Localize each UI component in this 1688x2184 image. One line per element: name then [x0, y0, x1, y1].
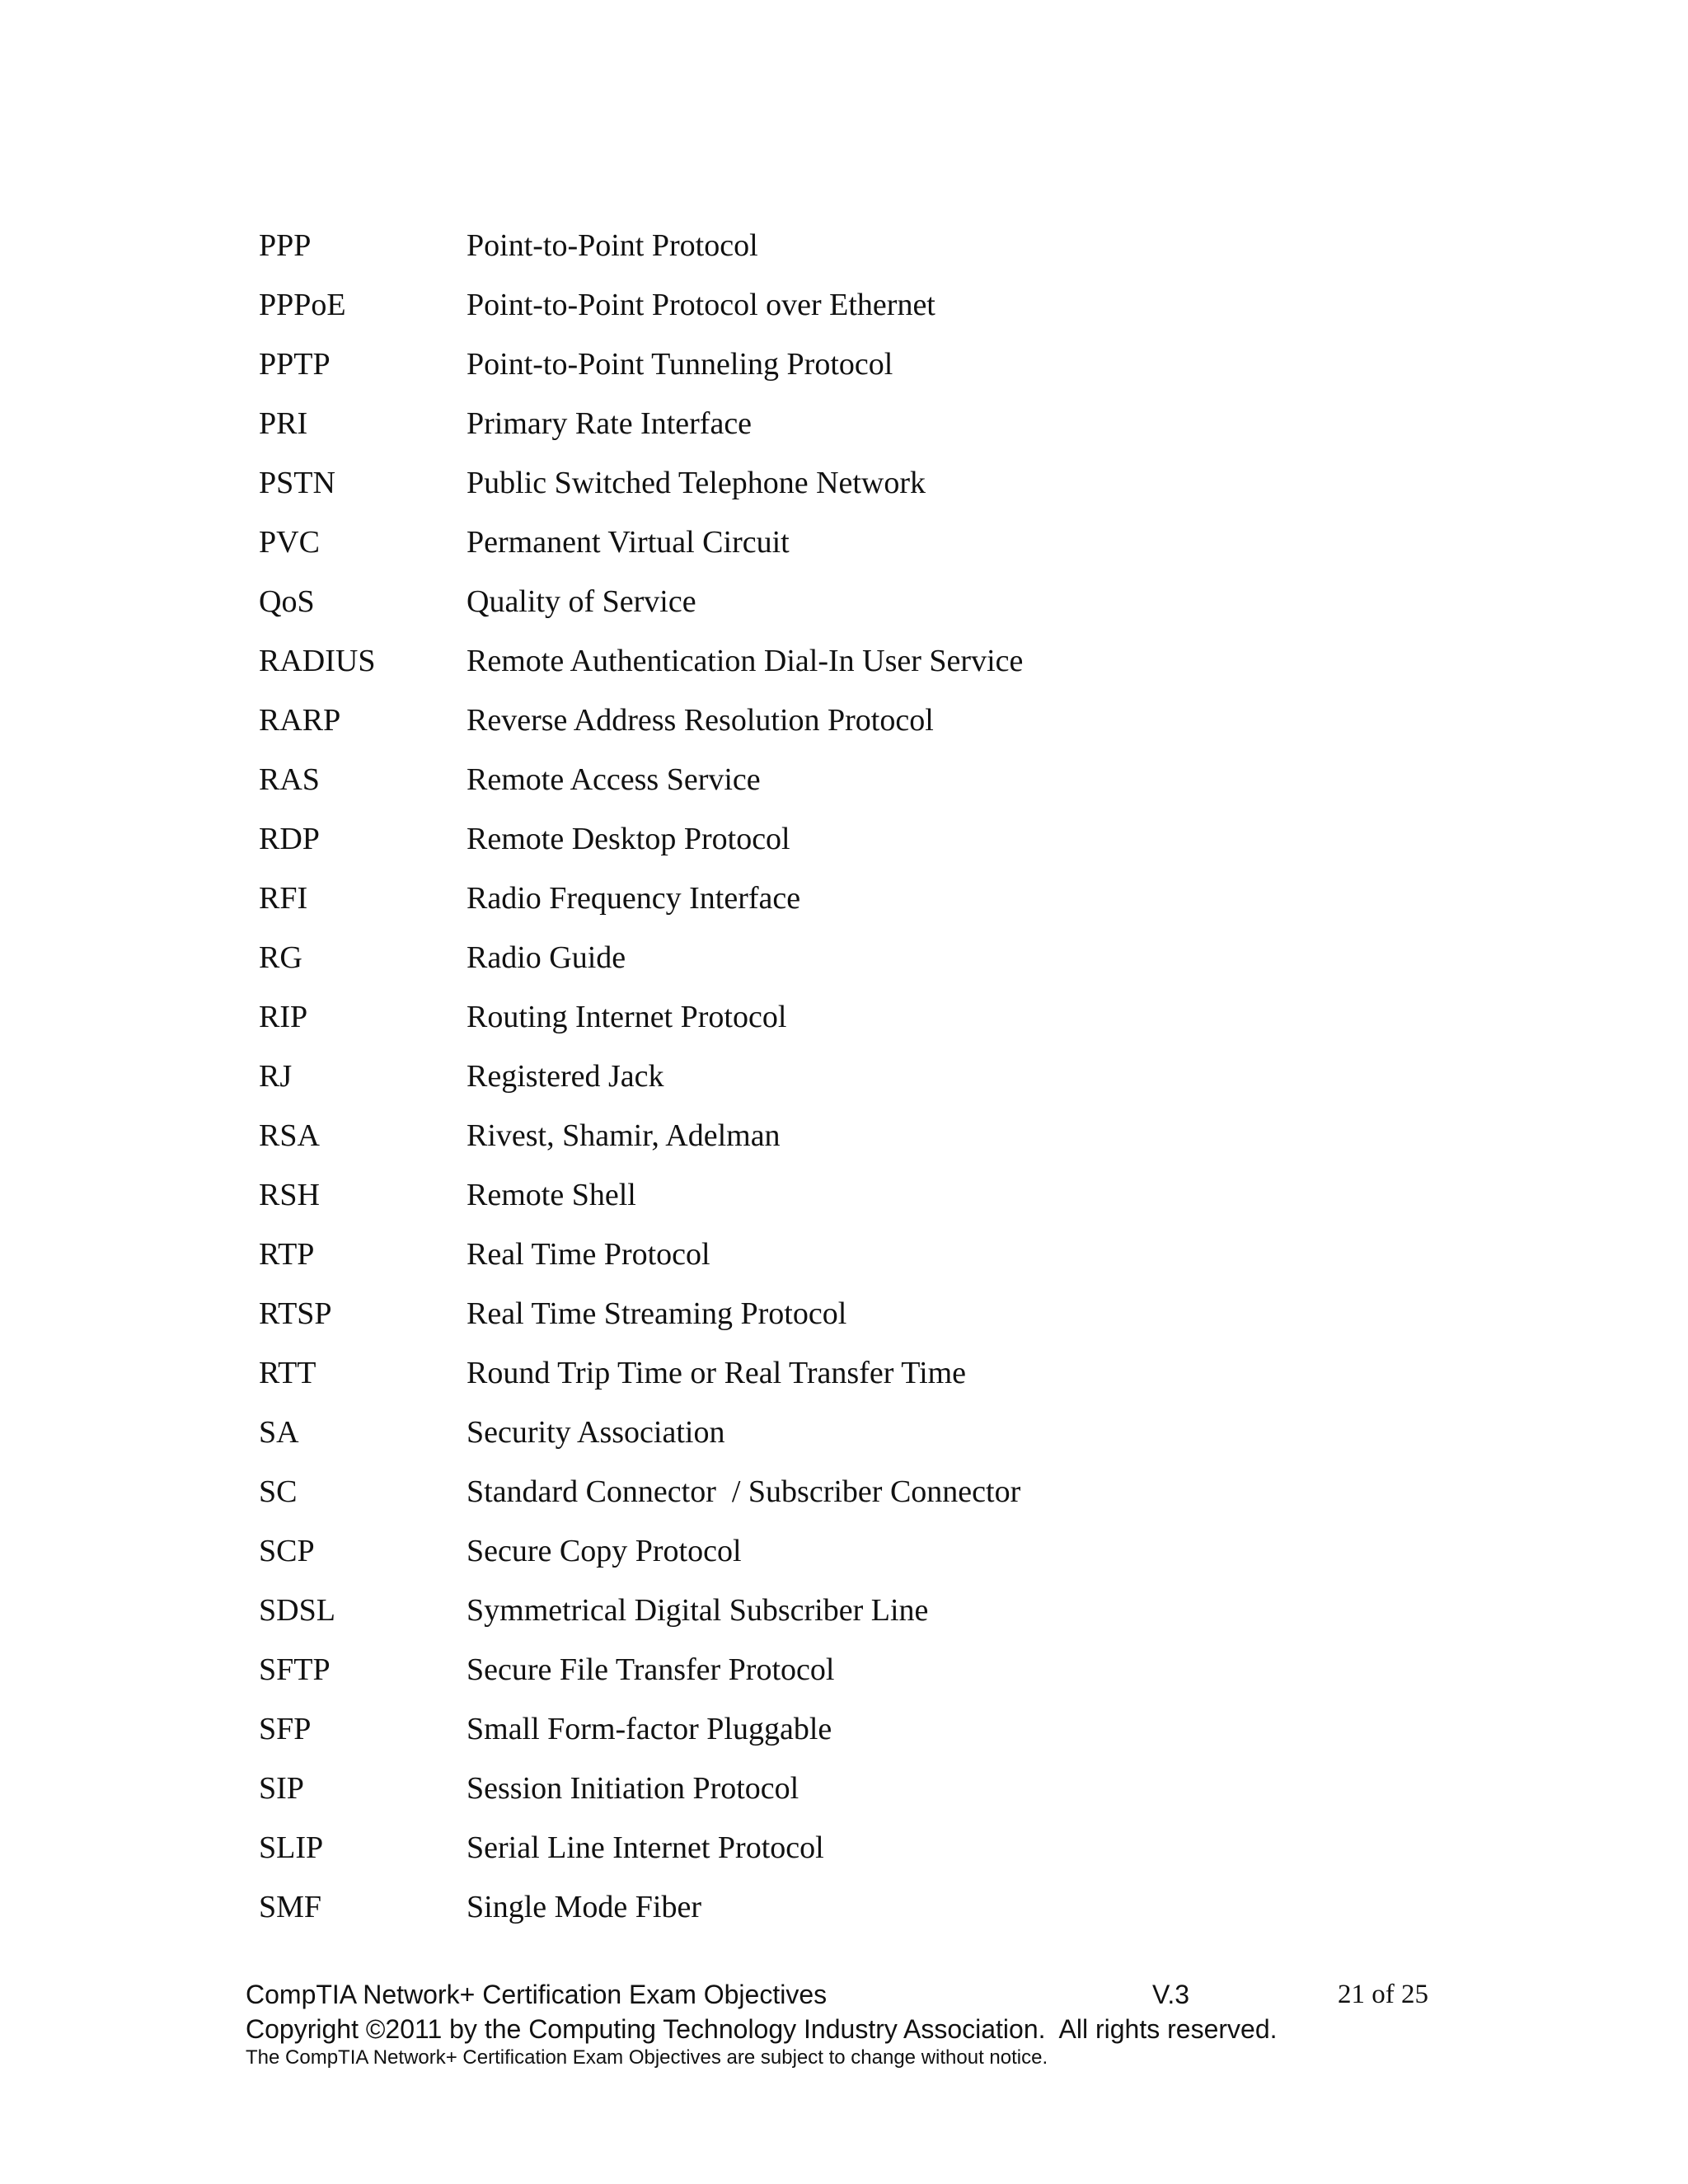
acronym-definition: Primary Rate Interface [467, 406, 753, 441]
acronym-definition: Registered Jack [467, 1059, 664, 1094]
acronym-term: SFP [259, 1712, 312, 1746]
acronym-term: RSA [259, 1118, 320, 1153]
acronym-row [259, 809, 1495, 869]
acronym-term: RAS [259, 762, 320, 797]
acronym-definition: Session Initiation Protocol [467, 1771, 799, 1806]
acronym-term: PRI [259, 406, 308, 441]
acronym-definition: Security Association [467, 1415, 725, 1450]
acronym-term: PSTN [259, 466, 335, 500]
acronym-row [259, 750, 1495, 809]
acronym-row [259, 1343, 1495, 1403]
acronym-row [259, 453, 1495, 513]
acronym-term: RADIUS [259, 644, 376, 678]
acronym-row [259, 513, 1495, 572]
acronym-term: SA [259, 1415, 299, 1450]
acronym-row [259, 987, 1495, 1047]
acronym-row [259, 1165, 1495, 1225]
acronym-term: RTT [259, 1356, 316, 1390]
acronym-term: SDSL [259, 1593, 335, 1628]
acronym-term: SMF [259, 1890, 322, 1924]
acronym-definition: Remote Desktop Protocol [467, 822, 790, 856]
acronym-row [259, 216, 1495, 275]
acronym-row [259, 1759, 1495, 1818]
acronym-row [259, 928, 1495, 987]
acronym-term: PPPoE [259, 288, 346, 322]
acronym-term: RJ [259, 1059, 293, 1094]
acronym-definition: Real Time Protocol [467, 1237, 710, 1272]
acronym-definition: Reverse Address Resolution Protocol [467, 703, 934, 738]
acronym-term: RTP [259, 1237, 315, 1272]
footer-header-line [246, 1976, 1449, 2013]
acronym-definition: Permanent Virtual Circuit [467, 525, 790, 560]
acronym-term: RARP [259, 703, 341, 738]
acronym-definition: Radio Frequency Interface [467, 881, 801, 916]
footer-copyright: Copyright ©2011 by the Computing Technology Industry Association. All rights reserved. [246, 2014, 1278, 2044]
acronym-term: SLIP [259, 1830, 324, 1865]
acronym-row [259, 1403, 1495, 1462]
acronym-definition: Routing Internet Protocol [467, 1000, 787, 1034]
footer-notice: The CompTIA Network+ Certification Exam Objectives are subject to change without notice. [246, 2046, 1048, 2069]
acronym-definition: Remote Shell [467, 1178, 636, 1212]
acronym-term: RDP [259, 822, 320, 856]
acronym-row [259, 1462, 1495, 1521]
acronym-definition: Secure Copy Protocol [467, 1534, 742, 1568]
acronym-row [259, 1699, 1495, 1759]
page-footer [246, 1976, 1449, 2070]
acronym-list [259, 216, 1495, 1937]
acronym-definition: Remote Access Service [467, 762, 761, 797]
acronym-row [259, 1047, 1495, 1106]
acronym-row [259, 572, 1495, 631]
acronym-term: SCP [259, 1534, 315, 1568]
acronym-row [259, 275, 1495, 335]
acronym-definition: Round Trip Time or Real Transfer Time [467, 1356, 967, 1390]
acronym-term: QoS [259, 584, 315, 619]
acronym-row [259, 691, 1495, 750]
acronym-definition: Point-to-Point Protocol over Ethernet [467, 288, 935, 322]
acronym-row [259, 631, 1495, 691]
footer-document-title: CompTIA Network+ Certification Exam Objectives [246, 1980, 828, 2009]
acronym-definition: Secure File Transfer Protocol [467, 1652, 835, 1687]
acronym-term: RSH [259, 1178, 320, 1212]
acronym-row [259, 1225, 1495, 1284]
acronym-row [259, 1640, 1495, 1699]
acronym-term: RFI [259, 881, 308, 916]
acronym-definition: Point-to-Point Tunneling Protocol [467, 347, 893, 382]
acronym-term: SC [259, 1474, 298, 1509]
acronym-definition: Serial Line Internet Protocol [467, 1830, 824, 1865]
acronym-row [259, 394, 1495, 453]
acronym-term: RTSP [259, 1296, 332, 1331]
acronym-definition: Point-to-Point Protocol [467, 228, 758, 263]
acronym-row [259, 1877, 1495, 1937]
acronym-row [259, 1581, 1495, 1640]
acronym-row [259, 1106, 1495, 1165]
acronym-definition: Radio Guide [467, 940, 626, 975]
acronym-row [259, 869, 1495, 928]
acronym-term: PVC [259, 525, 320, 560]
acronym-definition: Public Switched Telephone Network [467, 466, 926, 500]
acronym-definition: Rivest, Shamir, Adelman [467, 1118, 781, 1153]
acronym-row [259, 1284, 1495, 1343]
acronym-term: RG [259, 940, 302, 975]
footer-page-number: 21 of 25 [1338, 1980, 1428, 2009]
acronym-definition: Small Form-factor Pluggable [467, 1712, 832, 1746]
acronym-definition: Single Mode Fiber [467, 1890, 701, 1924]
acronym-definition: Standard Connector / Subscriber Connector [467, 1474, 1021, 1509]
acronym-row [259, 1521, 1495, 1581]
acronym-term: PPP [259, 228, 312, 263]
acronym-row [259, 1818, 1495, 1877]
acronym-definition: Quality of Service [467, 584, 696, 619]
acronym-term: SIP [259, 1771, 304, 1806]
acronym-definition: Remote Authentication Dial-In User Service [467, 644, 1024, 678]
acronym-row [259, 335, 1495, 394]
footer-version: V.3 [1152, 1980, 1190, 2009]
acronym-term: SFTP [259, 1652, 331, 1687]
acronym-definition: Symmetrical Digital Subscriber Line [467, 1593, 929, 1628]
acronym-term: PPTP [259, 347, 331, 382]
acronym-term: RIP [259, 1000, 308, 1034]
acronym-definition: Real Time Streaming Protocol [467, 1296, 847, 1331]
